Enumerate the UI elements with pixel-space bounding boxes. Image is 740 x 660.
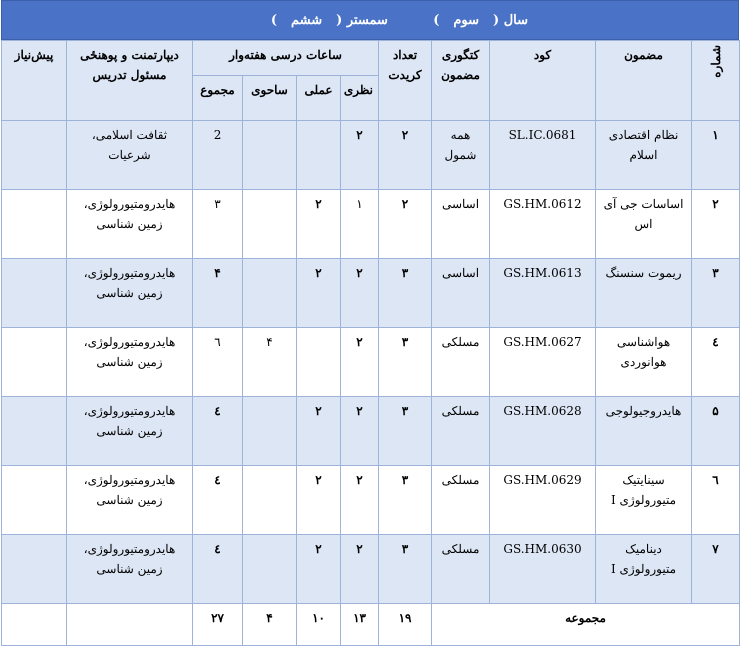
row-department: هایدرومتیورولوژی، زمین شناسی: [67, 397, 193, 466]
row-number: ۵: [692, 397, 740, 466]
row-total: ٤: [193, 466, 243, 535]
header-credits: تعداد کریدت: [379, 41, 432, 121]
table-row: [2, 121, 740, 190]
row-prereq: [2, 397, 67, 466]
row-prereq: [2, 121, 67, 190]
row-category: اساسی: [432, 259, 490, 328]
row-credits: ۳: [379, 397, 432, 466]
row-category: مسلکی: [432, 466, 490, 535]
row-total: ۴: [193, 259, 243, 328]
row-category: مسلکی: [432, 535, 490, 604]
row-subject: هواشناسی هوانوردی: [596, 328, 692, 397]
row-total: ٤: [193, 535, 243, 604]
row-theory: ۲: [341, 328, 379, 397]
semester-value: ششم: [291, 12, 323, 28]
row-category: همه شمول: [432, 121, 490, 190]
row-field: [243, 397, 297, 466]
row-subject: سینایتیک متیورولوژی I: [596, 466, 692, 535]
header-code: کود: [490, 41, 596, 121]
close-paren: ): [270, 12, 277, 28]
row-total: ٤: [193, 397, 243, 466]
row-credits: ۳: [379, 328, 432, 397]
totals-department: [67, 604, 193, 646]
row-practical: ۲: [297, 397, 341, 466]
header-department: دیپارتمنت و پوهنځی مسئول تدریس: [67, 41, 193, 121]
row-department: هایدرومتیورولوژی، زمین شناسی: [67, 190, 193, 259]
row-practical: ۲: [297, 466, 341, 535]
row-subject: نظام اقتصادی اسلام: [596, 121, 692, 190]
row-credits: ۳: [379, 259, 432, 328]
row-department: هایدرومتیورولوژی، زمین شناسی: [67, 328, 193, 397]
row-total: ۳: [193, 190, 243, 259]
table-row: [2, 466, 740, 535]
row-subject: اساسات جی آی اس: [596, 190, 692, 259]
row-field: [243, 466, 297, 535]
table-row: [2, 397, 740, 466]
header-weekly-hours: ساعات درسی هفته‌وار: [193, 41, 379, 76]
row-department: هایدرومتیورولوژی، زمین شناسی: [67, 466, 193, 535]
table-row: [2, 259, 740, 328]
row-theory: ۲: [341, 397, 379, 466]
row-prereq: [2, 328, 67, 397]
row-subject: ریموت سنسنگ: [596, 259, 692, 328]
semester-title-bar: [1, 0, 739, 40]
row-number: ٤: [692, 328, 740, 397]
totals-field: ۴: [243, 604, 297, 646]
course-table: [1, 40, 740, 646]
row-code: SL.IC.0681: [490, 121, 596, 190]
row-department: هایدرومتیورولوژی، زمین شناسی: [67, 535, 193, 604]
row-department: هایدرومتیورولوژی، زمین شناسی: [67, 259, 193, 328]
row-practical: [297, 328, 341, 397]
totals-total: ۲۷: [193, 604, 243, 646]
row-prereq: [2, 466, 67, 535]
row-number: ۷: [692, 535, 740, 604]
row-number: ٦: [692, 466, 740, 535]
row-code: GS.HM.0628: [490, 397, 596, 466]
row-prereq: [2, 190, 67, 259]
header-theory: نظری: [341, 76, 379, 121]
row-practical: [297, 121, 341, 190]
row-prereq: [2, 535, 67, 604]
row-department: ثقافت اسلامی، شرعیات: [67, 121, 193, 190]
row-theory: ۲: [341, 466, 379, 535]
row-code: GS.HM.0612: [490, 190, 596, 259]
totals-theory: ۱۳: [341, 604, 379, 646]
row-theory: ۲: [341, 121, 379, 190]
row-credits: ۲: [379, 121, 432, 190]
table-row: [2, 328, 740, 397]
row-number: ۱: [692, 121, 740, 190]
row-total: ٦: [193, 328, 243, 397]
header-subject: مضمون: [596, 41, 692, 121]
header-number: شماره: [692, 41, 740, 121]
row-credits: ۲: [379, 190, 432, 259]
row-credits: ۳: [379, 466, 432, 535]
row-theory: ۲: [341, 259, 379, 328]
row-practical: ۲: [297, 190, 341, 259]
row-code: GS.HM.0613: [490, 259, 596, 328]
totals-row: [2, 604, 740, 646]
row-category: مسلکی: [432, 397, 490, 466]
row-field: ۴: [243, 328, 297, 397]
row-practical: ۲: [297, 535, 341, 604]
header-practical: عملی: [297, 76, 341, 121]
row-theory: ۱: [341, 190, 379, 259]
row-field: [243, 121, 297, 190]
row-number: ۲: [692, 190, 740, 259]
year-label: سال (: [493, 12, 528, 28]
row-theory: ۲: [341, 535, 379, 604]
header-prereq: پیش‌نیاز: [2, 41, 67, 121]
row-subject: دینامیک متیورولوژی I: [596, 535, 692, 604]
curriculum-document: [1, 0, 739, 646]
table-row: [2, 190, 740, 259]
row-total: 2: [193, 121, 243, 190]
totals-label: مجموعه: [432, 604, 740, 646]
year-value: سوم: [453, 12, 480, 28]
row-credits: ۳: [379, 535, 432, 604]
row-category: مسلکی: [432, 328, 490, 397]
totals-credits: ۱۹: [379, 604, 432, 646]
header-field: ساحوی: [243, 76, 297, 121]
row-practical: ۲: [297, 259, 341, 328]
row-code: GS.HM.0627: [490, 328, 596, 397]
row-category: اساسی: [432, 190, 490, 259]
row-code: GS.HM.0629: [490, 466, 596, 535]
row-field: [243, 535, 297, 604]
row-subject: هایدروجیولوجی: [596, 397, 692, 466]
header-category: کتگوری مضمون: [432, 41, 490, 121]
row-field: [243, 259, 297, 328]
row-field: [243, 190, 297, 259]
totals-prereq: [2, 604, 67, 646]
header-total: مجموع: [193, 76, 243, 121]
semester-label: ) سمستر (: [336, 12, 440, 28]
totals-practical: ۱۰: [297, 604, 341, 646]
row-prereq: [2, 259, 67, 328]
row-number: ۳: [692, 259, 740, 328]
table-row: [2, 535, 740, 604]
row-code: GS.HM.0630: [490, 535, 596, 604]
